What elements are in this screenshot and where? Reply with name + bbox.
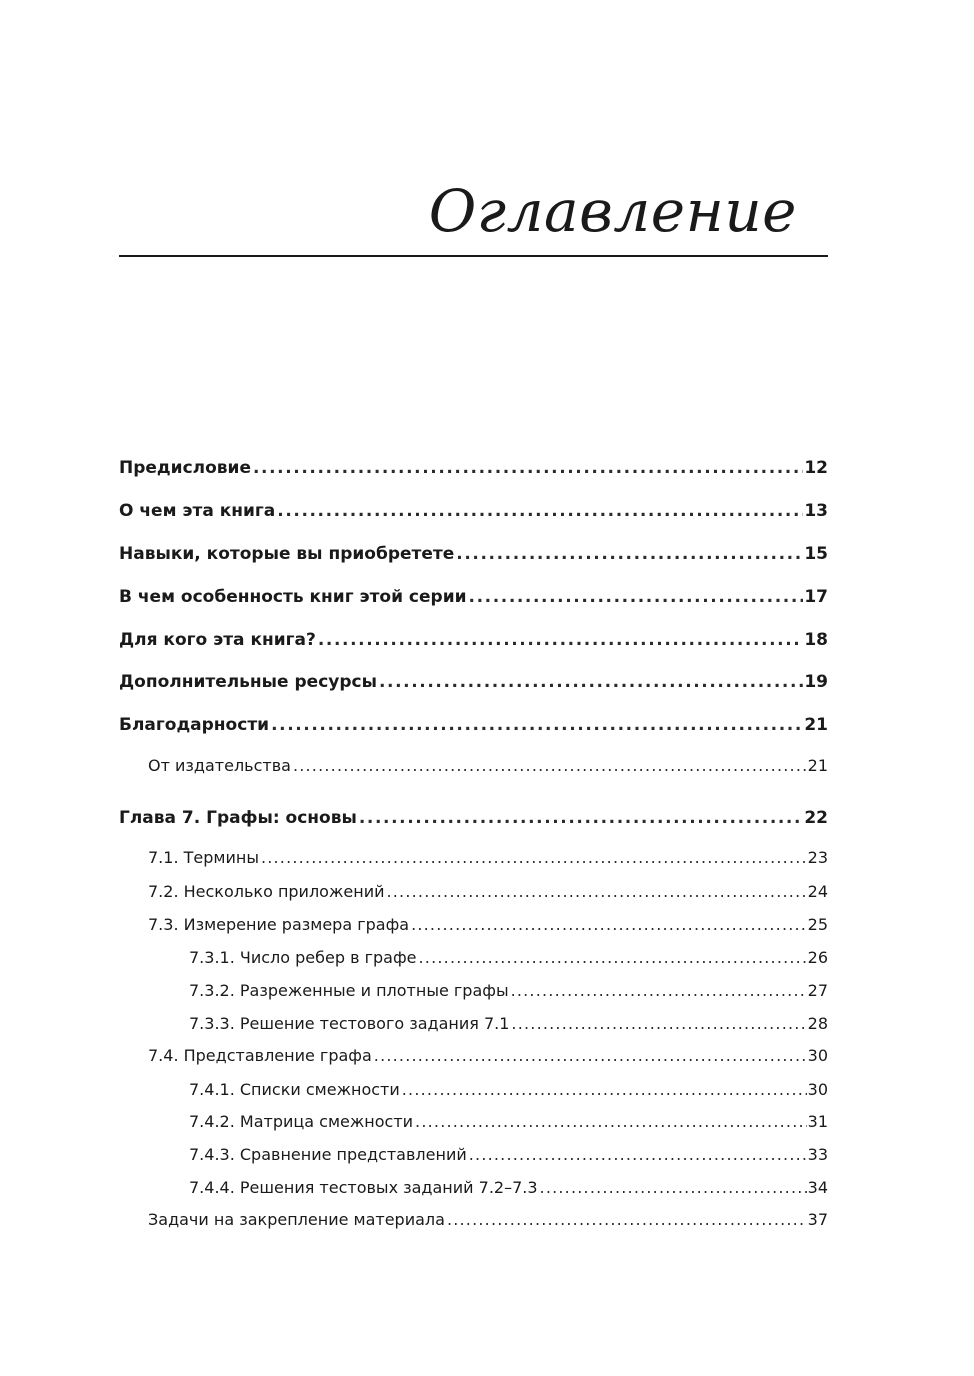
dot-leader: [374, 1045, 807, 1067]
toc-entry-label: Глава 7. Графы: основы: [119, 808, 357, 828]
toc-entry-7-2[interactable]: [148, 881, 828, 903]
dot-leader: [293, 755, 807, 777]
toc-entry-page: 23: [807, 848, 828, 867]
toc-entry-page: 30: [807, 1046, 828, 1065]
toc-entry-label: В чем особенность книг этой серии: [119, 587, 467, 607]
dot-leader: [277, 499, 803, 523]
toc-entry-resources[interactable]: [119, 670, 828, 694]
dot-leader: [386, 881, 806, 903]
toc-entry-7-3-3[interactable]: [189, 1013, 828, 1035]
toc-entry-page: 18: [804, 630, 828, 650]
dot-leader: [511, 1013, 806, 1035]
toc-entry-label: Для кого эта книга?: [119, 630, 316, 650]
toc-entry-page: 27: [807, 981, 828, 1000]
toc-entry-label: Дополнительные ресурсы: [119, 672, 377, 692]
dot-leader: [318, 628, 803, 652]
toc-entry-page: 26: [807, 948, 828, 967]
toc-entry-label: 7.4.1. Списки смежности: [189, 1080, 400, 1099]
dot-leader: [456, 542, 803, 566]
toc-entry-page: 25: [807, 915, 828, 934]
dot-leader: [402, 1079, 807, 1101]
toc-entry-page: 31: [807, 1112, 828, 1131]
toc-entry-label: 7.3.3. Решение тестового задания 7.1: [189, 1014, 510, 1033]
dot-leader: [271, 713, 803, 737]
toc-entry-label: 7.2. Несколько приложений: [148, 882, 385, 901]
dot-leader: [253, 456, 803, 480]
toc-entry-page: 21: [807, 756, 828, 775]
toc-entry-7-3-1[interactable]: [189, 947, 828, 969]
toc-entry-page: 19: [804, 672, 828, 692]
toc-entry-page: 22: [804, 808, 828, 828]
toc-entry-page: 33: [807, 1145, 828, 1164]
toc-entry-audience[interactable]: [119, 628, 828, 652]
toc-entry-label: Благодарности: [119, 715, 270, 735]
dot-leader: [379, 670, 803, 694]
toc-entry-series-features[interactable]: [119, 585, 828, 609]
toc-entry-skills[interactable]: [119, 542, 828, 566]
toc-entry-label: От издательства: [148, 756, 291, 775]
toc-entry-page: 24: [807, 882, 828, 901]
toc-entry-acknowledgements[interactable]: [119, 713, 828, 737]
dot-leader: [540, 1177, 807, 1199]
toc-entry-label: Предисловие: [119, 458, 251, 478]
toc-entry-label: 7.4.4. Решения тестовых заданий 7.2–7.3: [189, 1178, 538, 1197]
toc-entry-page: 17: [804, 587, 828, 607]
toc-entry-page: 12: [804, 458, 828, 478]
toc-entry-label: 7.3. Измерение размера графа: [148, 915, 410, 934]
dot-leader: [469, 585, 804, 609]
toc-entry-page: 13: [804, 501, 828, 521]
toc-entry-label: Задачи на закрепление материала: [148, 1210, 445, 1229]
toc-entry-7-4-1[interactable]: [189, 1079, 828, 1101]
dot-leader: [511, 980, 807, 1002]
toc-entry-chapter-7[interactable]: [119, 806, 828, 830]
toc-entry-7-3[interactable]: [148, 914, 828, 936]
dot-leader: [447, 1209, 807, 1231]
toc-entry-7-4[interactable]: [148, 1045, 828, 1067]
toc-entry-page: 28: [807, 1014, 828, 1033]
toc-entry-preface[interactable]: [119, 456, 828, 480]
table-of-contents: [119, 0, 828, 1376]
dot-leader: [359, 806, 803, 830]
toc-entry-exercises[interactable]: [148, 1209, 828, 1231]
toc-entry-label: 7.1. Термины: [148, 848, 259, 867]
dot-leader: [415, 1111, 807, 1133]
toc-entry-page: 21: [804, 715, 828, 735]
toc-entry-page: 30: [807, 1080, 828, 1099]
toc-entry-label: 7.3.1. Число ребер в графе: [189, 948, 417, 967]
toc-entry-label: Навыки, которые вы приобретете: [119, 544, 455, 564]
toc-entry-7-3-2[interactable]: [189, 980, 828, 1002]
toc-entry-7-4-3[interactable]: [189, 1144, 828, 1166]
dot-leader: [261, 847, 807, 869]
toc-entry-label: 7.3.2. Разреженные и плотные графы: [189, 981, 509, 1000]
toc-entry-page: 34: [807, 1178, 828, 1197]
toc-entry-label: 7.4.3. Сравнение представлений: [189, 1145, 467, 1164]
toc-entry-7-4-4[interactable]: [189, 1177, 828, 1199]
toc-entry-from-publisher[interactable]: [148, 755, 828, 777]
toc-entry-page: 37: [807, 1210, 828, 1229]
toc-entry-page: 15: [804, 544, 828, 564]
toc-entry-about-book[interactable]: [119, 499, 828, 523]
toc-entry-label: 7.4.2. Матрица смежности: [189, 1112, 414, 1131]
toc-entry-label: О чем эта книга: [119, 501, 276, 521]
dot-leader: [469, 1144, 807, 1166]
dot-leader: [411, 914, 807, 936]
toc-entry-7-1[interactable]: [148, 847, 828, 869]
page-title: Оглавление: [428, 177, 797, 245]
toc-entry-label: 7.4. Представление графа: [148, 1046, 372, 1065]
dot-leader: [419, 947, 807, 969]
toc-entry-7-4-2[interactable]: [189, 1111, 828, 1133]
